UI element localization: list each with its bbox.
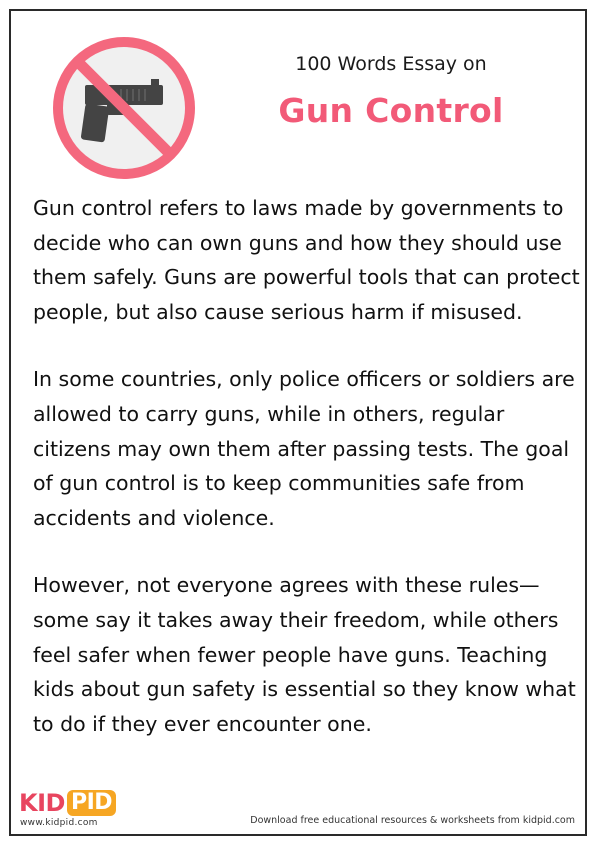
essay-subtitle: 100 Words Essay on	[295, 53, 487, 75]
essay-title: Gun Control	[278, 91, 504, 130]
footer-download-note: Download free educational resources & worksheets from kidpid.com	[250, 815, 575, 826]
logo-wordmark	[19, 789, 116, 817]
no-gun-icon	[51, 35, 197, 181]
essay-body	[33, 191, 581, 774]
kidpid-logo[interactable]	[19, 789, 129, 827]
essay-paragraph-3: However, not everyone agrees with these rules—some say it takes away their freedom, while others feel safer when fewer people have guns. Teaching kids about gun safety is essential so they know what to do if they ever encounter one.	[33, 573, 576, 736]
footer	[11, 781, 589, 836]
essay-paragraph-2: In some countries, only police officers or soldiers are allowed to carry guns, while in others, regular citizens may own them after passing tests. The goal of gun control is to keep communities safe from accidents and violence.	[33, 367, 575, 530]
logo-pid-text: PID	[67, 790, 116, 816]
logo-kid-text: KID	[19, 789, 65, 817]
essay-paragraph-1: Gun control refers to laws made by governments to decide who can own guns and how they should use them safely. Guns are powerful tools that can protect people, but also cause serious harm if misused.	[33, 196, 580, 324]
logo-url: www.kidpid.com	[20, 818, 98, 828]
page-frame	[9, 9, 587, 836]
header	[11, 11, 589, 181]
